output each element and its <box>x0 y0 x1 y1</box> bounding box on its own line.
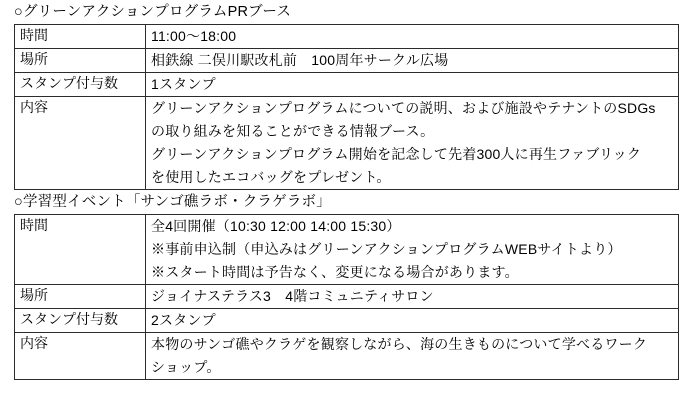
row-value <box>146 285 679 309</box>
value-line: 11:00～18:00 <box>151 28 237 44</box>
row-label: スタンプ付与数 <box>15 73 146 97</box>
row-label: 時間 <box>15 215 146 285</box>
value-line: グリーンアクションプログラムについての説明、および施設やテナントのSDGs <box>151 100 656 116</box>
value-line: を使用したエコバッグをプレゼント。 <box>151 169 391 185</box>
value-line: 1スタンプ <box>151 76 216 92</box>
row-value <box>146 97 679 190</box>
row-label: 時間 <box>15 25 146 49</box>
section1-heading: ○グリーンアクションプログラムPRブース <box>14 4 292 20</box>
row-label: 場所 <box>15 285 146 309</box>
value-line: の取り組みを知ることができる情報ブース。 <box>151 123 435 139</box>
row-value <box>146 25 679 49</box>
row-label: スタンプ付与数 <box>15 309 146 333</box>
value-line: ※事前申込制（申込みはグリーンアクションプログラムWEBサイトより） <box>151 241 622 257</box>
value-line: 本物のサンゴ礁やクラゲを観察しながら、海の生きものについて学べるワーク <box>151 336 648 352</box>
table-row-time <box>15 215 679 285</box>
value-line: 2スタンプ <box>151 312 216 328</box>
value-line: ジョイナステラス3 4階コミュニティサロン <box>151 288 434 304</box>
value-line: グリーンアクションプログラム開始を記念して先着300人に再生ファブリック <box>151 146 642 162</box>
section1-table <box>14 24 679 190</box>
table-row-stamps <box>15 309 679 333</box>
row-value <box>146 49 679 73</box>
table-row-place <box>15 49 679 73</box>
row-value <box>146 73 679 97</box>
value-line: ※スタート時間は予告なく、変更になる場合があります。 <box>151 264 519 280</box>
value-line: 全4回開催（10:30 12:00 14:00 15:30） <box>151 218 401 234</box>
table-row-place <box>15 285 679 309</box>
row-value <box>146 215 679 285</box>
row-label: 場所 <box>15 49 146 73</box>
table-row-stamps <box>15 73 679 97</box>
table-row-time <box>15 25 679 49</box>
row-value <box>146 309 679 333</box>
row-label: 内容 <box>15 97 146 190</box>
table-row-details <box>15 333 679 380</box>
section2-heading: ○学習型イベント「サンゴ礁ラボ・クラゲラボ」 <box>14 194 331 210</box>
table-row-details <box>15 97 679 190</box>
value-line: 相鉄線 二俣川駅改札前 100周年サークル広場 <box>151 52 449 68</box>
value-line: ショップ。 <box>151 359 221 375</box>
section2-table <box>14 214 679 380</box>
row-label: 内容 <box>15 333 146 380</box>
row-value <box>146 333 679 380</box>
